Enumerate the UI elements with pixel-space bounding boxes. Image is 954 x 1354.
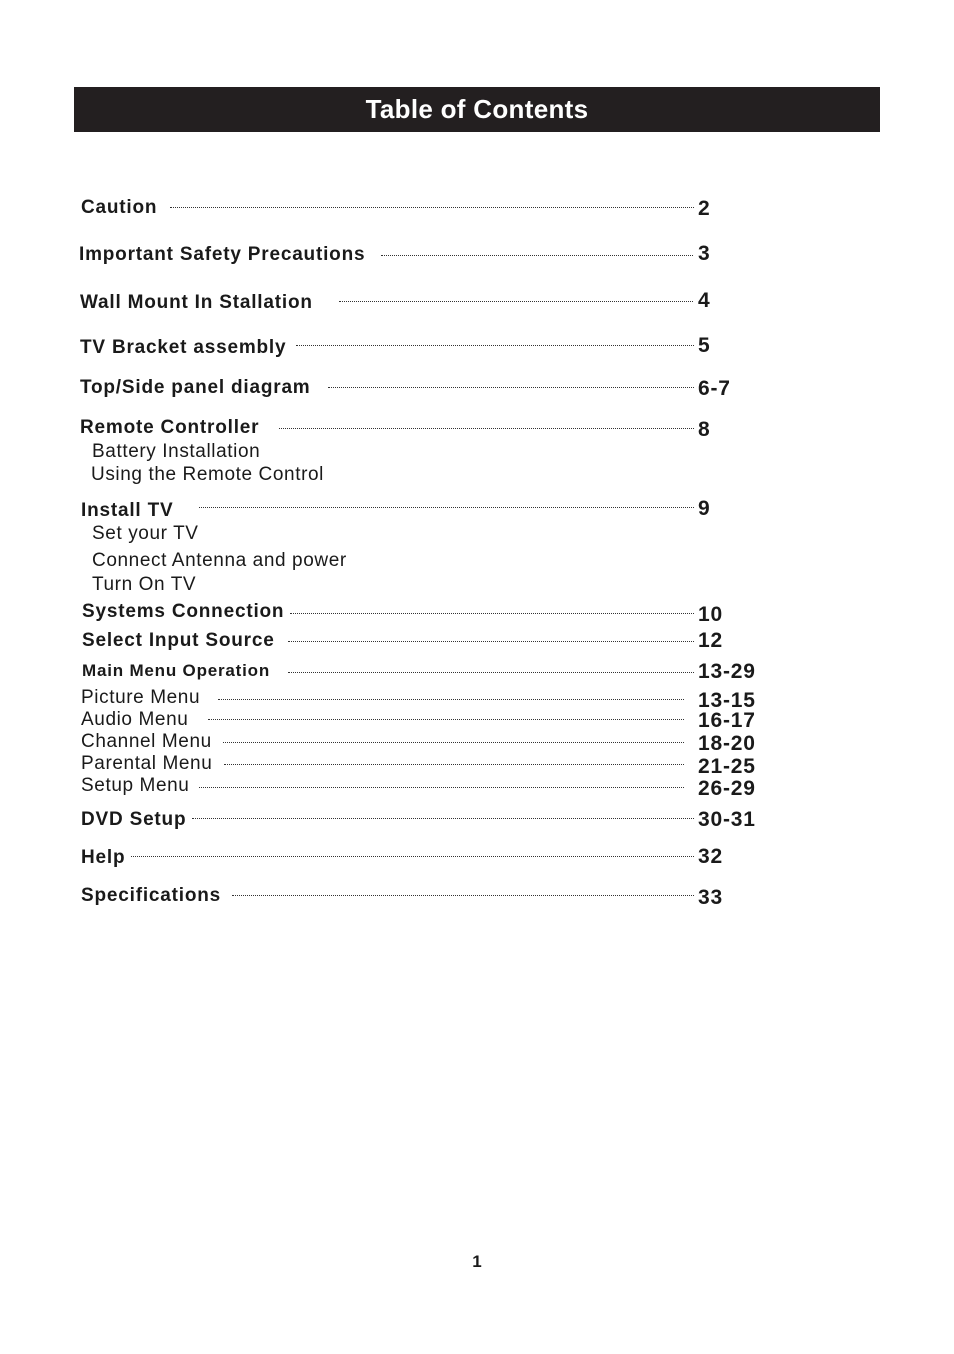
toc-leader [288,641,694,642]
toc-subentry-battery[interactable]: Battery Installation [92,441,261,462]
toc-page-dvd-setup[interactable]: 30-31 [698,808,756,831]
toc-entry-wall-mount[interactable]: Wall Mount In Stallation [80,292,313,313]
toc-leader [290,613,694,614]
toc-entry-input-source[interactable]: Select Input Source [82,630,275,651]
toc-subentry-set-tv[interactable]: Set your TV [92,523,199,544]
toc-leader [288,672,694,673]
toc-page-main-menu[interactable]: 13-29 [698,660,756,683]
toc-page-help[interactable]: 32 [698,845,723,868]
toc-leader [296,345,694,346]
toc-entry-systems-connection[interactable]: Systems Connection [82,601,285,622]
toc-page-specifications[interactable]: 33 [698,886,723,909]
toc-entry-install-tv[interactable]: Install TV [81,500,174,521]
toc-leader [192,818,694,819]
toc-entry-specifications[interactable]: Specifications [81,885,222,906]
toc-entry-channel-menu[interactable]: Channel Menu [81,731,212,752]
toc-leader [328,387,694,388]
toc-page-audio-menu[interactable]: 16-17 [698,709,756,732]
toc-page-caution[interactable]: 2 [698,197,711,220]
toc-page-panel-diagram[interactable]: 6-7 [698,377,731,400]
toc-entry-remote-controller[interactable]: Remote Controller [80,417,260,438]
toc-entry-safety-precautions[interactable]: Important Safety Precautions [79,244,366,265]
toc-entry-main-menu[interactable]: Main Menu Operation [82,661,271,680]
toc-subentry-turn-on[interactable]: Turn On TV [92,574,197,595]
toc-leader [199,507,694,508]
toc-page-channel-menu[interactable]: 18-20 [698,732,756,755]
toc-leader [232,895,694,896]
toc-leader [279,428,694,429]
toc-leader [131,856,694,857]
toc-leader [224,764,684,765]
toc-page-install-tv[interactable]: 9 [698,497,711,520]
toc-entry-dvd-setup[interactable]: DVD Setup [81,809,187,830]
toc-subentry-remote-control[interactable]: Using the Remote Control [91,464,325,485]
toc-leader [170,207,694,208]
toc-subentry-antenna-power[interactable]: Connect Antenna and power [92,550,347,571]
toc-leader [218,699,684,700]
toc-entry-help[interactable]: Help [81,847,126,868]
toc-leader [339,301,693,302]
toc-leader [208,719,684,720]
toc-page-wall-mount[interactable]: 4 [698,289,711,312]
footer-page-number: 1 [472,1252,482,1271]
toc-page-setup-menu[interactable]: 26-29 [698,777,756,800]
toc-entry-audio-menu[interactable]: Audio Menu [81,709,189,730]
toc-page-remote-controller[interactable]: 8 [698,418,711,441]
toc-page-systems-connection[interactable]: 10 [698,603,723,626]
toc-page-parental-menu[interactable]: 21-25 [698,755,756,778]
toc-page-safety-precautions[interactable]: 3 [698,242,711,265]
toc-leader [381,255,693,256]
toc-leader [199,787,684,788]
toc-entry-setup-menu[interactable]: Setup Menu [81,775,190,796]
toc-page-picture-menu[interactable]: 13-15 [698,689,756,712]
toc-leader [223,742,684,743]
toc-entry-picture-menu[interactable]: Picture Menu [81,687,201,708]
toc-entry-panel-diagram[interactable]: Top/Side panel diagram [80,377,311,398]
toc-page-tv-bracket[interactable]: 5 [698,334,711,357]
page-title: Table of Contents [365,94,589,124]
toc-entry-parental-menu[interactable]: Parental Menu [81,753,213,774]
toc-page-input-source[interactable]: 12 [698,629,723,652]
toc-entry-tv-bracket[interactable]: TV Bracket assembly [80,337,287,358]
toc-entry-caution[interactable]: Caution [81,197,158,218]
